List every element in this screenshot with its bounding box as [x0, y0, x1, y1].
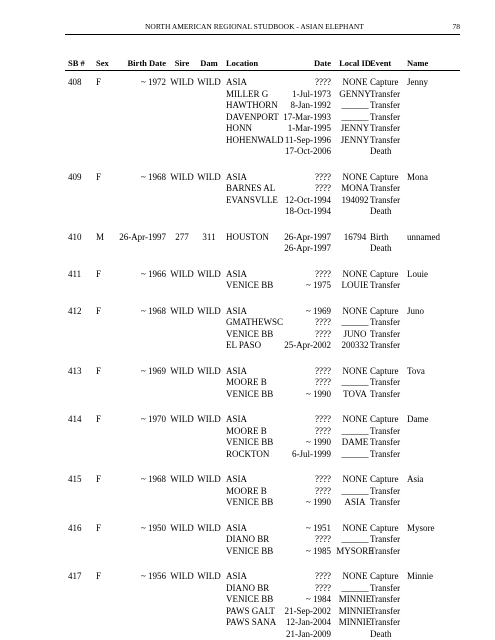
event-id: 200332 — [341, 340, 369, 350]
event-event: Transfer — [370, 497, 401, 507]
event-loc: ASIA — [226, 414, 248, 424]
event-date: ~ 1990 — [305, 388, 331, 399]
column-header-sire: Sire — [174, 58, 190, 68]
event-loc: PAWS SANA — [226, 617, 277, 627]
event-id: TOVA — [343, 388, 367, 399]
record-sb: 416 — [68, 522, 82, 533]
event-event: Transfer — [370, 545, 401, 556]
event-event: Transfer — [370, 134, 401, 145]
event-loc: DIANO BR — [226, 582, 270, 593]
event-loc: ASIA — [226, 365, 248, 376]
event-date: ???? — [315, 582, 331, 593]
event-id: ______ — [341, 534, 369, 544]
record-birth: ~ 1972 — [140, 77, 166, 87]
event-event: Capture — [370, 305, 399, 316]
record-sb: 415 — [68, 474, 82, 484]
column-header-birth: Birth Date — [127, 58, 166, 68]
event-date: 18-Oct-1994 — [285, 206, 331, 216]
event-event: Transfer — [370, 123, 401, 133]
event-date: 17-Oct-2006 — [285, 146, 331, 156]
event-event: Transfer — [370, 377, 401, 387]
record-sb: 413 — [68, 365, 82, 376]
record-name: Tova — [407, 365, 425, 376]
event-id: MYSORE — [336, 545, 374, 556]
record-sire: WILD — [170, 522, 194, 533]
event-id: 194092 — [341, 194, 369, 205]
event-id: NONE — [342, 171, 368, 182]
event-id: 16794 — [343, 231, 367, 242]
record-sire: WILD — [170, 305, 194, 316]
record-name: Jenny — [407, 77, 428, 87]
event-date: 21-Sep-2002 — [284, 605, 331, 616]
record-name: Minnie — [407, 571, 433, 581]
record-sb: 408 — [68, 77, 82, 87]
page-number: 78 — [452, 22, 460, 31]
event-date: ???? — [315, 571, 331, 581]
record-sex: M — [96, 231, 105, 242]
event-date: ~ 1990 — [305, 437, 331, 447]
event-loc: HOUSTON — [226, 231, 269, 242]
event-event: Transfer — [370, 88, 401, 99]
record-birth: ~ 1969 — [140, 365, 166, 376]
event-date: 6-Jul-1999 — [292, 448, 331, 459]
record-dam: WILD — [197, 414, 221, 424]
record-sire: WILD — [170, 414, 194, 424]
column-header-name: Name — [407, 58, 429, 68]
event-loc: ASIA — [226, 522, 248, 533]
record-sb: 410 — [68, 231, 82, 242]
record-dam: WILD — [197, 77, 221, 87]
studbook-title: NORTH AMERICAN REGIONAL STUDBOOK - ASIAN ELEPHANT — [145, 22, 364, 31]
event-event: Capture — [370, 77, 399, 87]
record-sb: 417 — [68, 571, 82, 581]
event-date: 26-Apr-1997 — [284, 243, 331, 253]
event-date: ~ 1984 — [305, 594, 331, 604]
record-sex: F — [96, 77, 102, 87]
event-loc: ASIA — [226, 268, 248, 279]
record-sire: WILD — [170, 77, 194, 87]
event-event: Death — [370, 628, 392, 639]
event-loc: VENICE BB — [226, 388, 274, 399]
record-sex: F — [96, 571, 102, 581]
event-loc: DAVENPORT — [226, 111, 279, 122]
record-dam: WILD — [197, 571, 221, 581]
event-id: NONE — [342, 268, 368, 279]
column-header-event: Event — [370, 58, 392, 68]
event-event: Transfer — [370, 594, 401, 604]
record-dam: WILD — [197, 365, 221, 376]
event-date: ~ 1990 — [305, 497, 331, 507]
event-date: 1-Jul-1973 — [292, 88, 331, 99]
event-date: 21-Jan-2009 — [286, 628, 331, 639]
event-event: Capture — [370, 414, 399, 424]
event-id: ASIA — [344, 497, 366, 507]
event-date: 26-Apr-1997 — [284, 231, 331, 242]
event-id: ______ — [341, 485, 369, 496]
event-date: ~ 1951 — [305, 522, 331, 533]
event-loc: ASIA — [226, 474, 248, 484]
event-event: Transfer — [370, 340, 401, 350]
event-date: ???? — [315, 414, 331, 424]
record-sex: F — [96, 305, 102, 316]
record-dam: WILD — [197, 268, 221, 279]
record-birth: ~ 1968 — [140, 474, 166, 484]
event-loc: HOHENWALD — [226, 134, 284, 145]
event-id: NONE — [342, 571, 368, 581]
event-loc: HAWTHORN — [226, 100, 278, 110]
event-event: Death — [370, 146, 392, 156]
event-date: ???? — [315, 77, 331, 87]
event-date: ~ 1985 — [305, 545, 331, 556]
record-birth: ~ 1956 — [140, 571, 166, 581]
event-event: Transfer — [370, 183, 401, 193]
event-event: Death — [370, 243, 392, 253]
event-event: Transfer — [370, 328, 401, 339]
record-name: unnamed — [407, 231, 440, 242]
event-loc: PAWS GALT — [226, 605, 275, 616]
event-loc: ROCKTON — [226, 448, 270, 459]
record-sire: WILD — [170, 474, 194, 484]
event-event: Death — [370, 206, 392, 216]
event-date: ???? — [315, 183, 331, 193]
event-date: 17-Mar-1993 — [283, 111, 331, 122]
record-birth: ~ 1950 — [140, 522, 166, 533]
event-id: MINNIE — [338, 594, 372, 604]
event-date: ???? — [315, 377, 331, 387]
event-date: ???? — [315, 474, 331, 484]
event-id: ______ — [341, 100, 369, 110]
event-id: NONE — [342, 474, 368, 484]
record-birth: 26-Apr-1997 — [119, 231, 166, 242]
record-birth: ~ 1966 — [140, 268, 166, 279]
event-id: JENNY — [340, 134, 370, 145]
event-loc: VENICE BB — [226, 280, 274, 290]
event-date: 8-Jan-1992 — [290, 100, 331, 110]
record-name: Louie — [407, 268, 428, 279]
record-birth: ~ 1968 — [140, 171, 166, 182]
record-sire: 277 — [175, 231, 189, 242]
record-sire: WILD — [170, 268, 194, 279]
event-loc: VENICE BB — [226, 437, 274, 447]
event-date: 25-Apr-2002 — [284, 340, 331, 350]
event-id: NONE — [342, 305, 368, 316]
event-event: Transfer — [370, 425, 401, 436]
event-date: ???? — [315, 365, 331, 376]
event-loc: EVANSVLLE — [226, 194, 278, 205]
event-date: 11-Sep-1996 — [284, 134, 331, 145]
column-header-date: Date — [314, 58, 331, 68]
event-loc: VENICE BB — [226, 594, 274, 604]
event-event: Capture — [370, 522, 399, 533]
event-event: Capture — [370, 365, 399, 376]
event-id: ______ — [341, 582, 369, 593]
event-date: ~ 1969 — [305, 305, 331, 316]
event-loc: GMATHEWSC — [226, 317, 284, 327]
event-id: JUNO — [343, 328, 367, 339]
event-date: ???? — [315, 534, 331, 544]
record-name: Mona — [407, 171, 428, 182]
column-header-sb: SB # — [68, 58, 85, 68]
event-event: Transfer — [370, 111, 401, 122]
event-event: Transfer — [370, 388, 401, 399]
event-id: ______ — [341, 377, 369, 387]
record-dam: WILD — [197, 305, 221, 316]
column-header-loc: Location — [226, 58, 259, 68]
event-loc: HONN — [226, 123, 252, 133]
record-birth: ~ 1970 — [140, 414, 166, 424]
event-id: MINNIE — [338, 605, 372, 616]
record-name: Dame — [407, 414, 429, 424]
event-loc: EL PASO — [226, 340, 262, 350]
event-loc: VENICE BB — [226, 328, 274, 339]
event-id: ______ — [341, 317, 369, 327]
column-header-dam: Dam — [200, 58, 218, 68]
event-event: Transfer — [370, 437, 401, 447]
record-birth: ~ 1968 — [140, 305, 166, 316]
record-name: Mysore — [407, 522, 435, 533]
event-loc: ASIA — [226, 171, 248, 182]
event-loc: DIANO BR — [226, 534, 270, 544]
event-date: 1-Mar-1995 — [287, 123, 331, 133]
event-loc: BARNES AL — [226, 183, 276, 193]
event-event: Birth — [370, 231, 389, 242]
record-name: Juno — [407, 305, 425, 316]
event-date: ???? — [315, 328, 331, 339]
record-sex: F — [96, 171, 102, 182]
event-date: ???? — [315, 425, 331, 436]
event-id: NONE — [342, 365, 368, 376]
record-sex: F — [96, 474, 102, 484]
record-sex: F — [96, 522, 102, 533]
column-header-sex: Sex — [96, 58, 109, 68]
column-header-id: Local ID — [339, 58, 371, 68]
record-sex: F — [96, 268, 102, 279]
record-sire: WILD — [170, 365, 194, 376]
event-loc: VENICE BB — [226, 497, 274, 507]
event-event: Transfer — [370, 194, 401, 205]
event-id: DAME — [341, 437, 369, 447]
event-event: Capture — [370, 171, 399, 182]
record-sb: 412 — [68, 305, 82, 316]
event-event: Transfer — [370, 534, 401, 544]
event-event: Transfer — [370, 448, 401, 459]
record-sire: WILD — [170, 571, 194, 581]
event-event: Transfer — [370, 485, 401, 496]
event-event: Transfer — [370, 617, 401, 627]
event-date: ???? — [315, 317, 331, 327]
event-loc: ASIA — [226, 571, 248, 581]
record-dam: WILD — [197, 474, 221, 484]
event-event: Capture — [370, 571, 399, 581]
event-id: LOUIE — [341, 280, 369, 290]
record-sex: F — [96, 365, 102, 376]
event-event: Transfer — [370, 280, 401, 290]
event-event: Transfer — [370, 100, 401, 110]
event-date: ???? — [315, 268, 331, 279]
record-dam: 311 — [202, 231, 216, 242]
event-date: 12-Jan-2004 — [286, 617, 331, 627]
event-id: GENNY — [339, 88, 371, 99]
event-loc: VENICE BB — [226, 545, 274, 556]
event-date: ???? — [315, 485, 331, 496]
event-id: JENNY — [340, 123, 370, 133]
event-loc: ASIA — [226, 305, 248, 316]
event-event: Capture — [370, 474, 399, 484]
event-event: Transfer — [370, 605, 401, 616]
event-id: NONE — [342, 414, 368, 424]
event-id: ______ — [341, 425, 369, 436]
record-sire: WILD — [170, 171, 194, 182]
event-loc: MILLER G — [226, 88, 269, 99]
event-loc: MOORE B — [226, 485, 267, 496]
event-date: ???? — [315, 171, 331, 182]
event-date: 12-Oct-1994 — [285, 194, 331, 205]
record-sb: 414 — [68, 414, 82, 424]
event-id: MONA — [341, 183, 369, 193]
event-loc: MOORE B — [226, 425, 267, 436]
event-event: Transfer — [370, 582, 401, 593]
record-sb: 411 — [68, 268, 82, 279]
record-dam: WILD — [197, 171, 221, 182]
record-dam: WILD — [197, 522, 221, 533]
record-name: Asia — [407, 474, 424, 484]
record-sb: 409 — [68, 171, 82, 182]
event-id: MINNIE — [338, 617, 372, 627]
event-event: Capture — [370, 268, 399, 279]
event-id: NONE — [342, 77, 368, 87]
event-id: ______ — [341, 448, 369, 459]
event-date: ~ 1975 — [305, 280, 331, 290]
event-event: Transfer — [370, 317, 401, 327]
event-loc: ASIA — [226, 77, 248, 87]
event-id: NONE — [342, 522, 368, 533]
event-id: ______ — [341, 111, 369, 122]
event-loc: MOORE B — [226, 377, 267, 387]
record-sex: F — [96, 414, 102, 424]
